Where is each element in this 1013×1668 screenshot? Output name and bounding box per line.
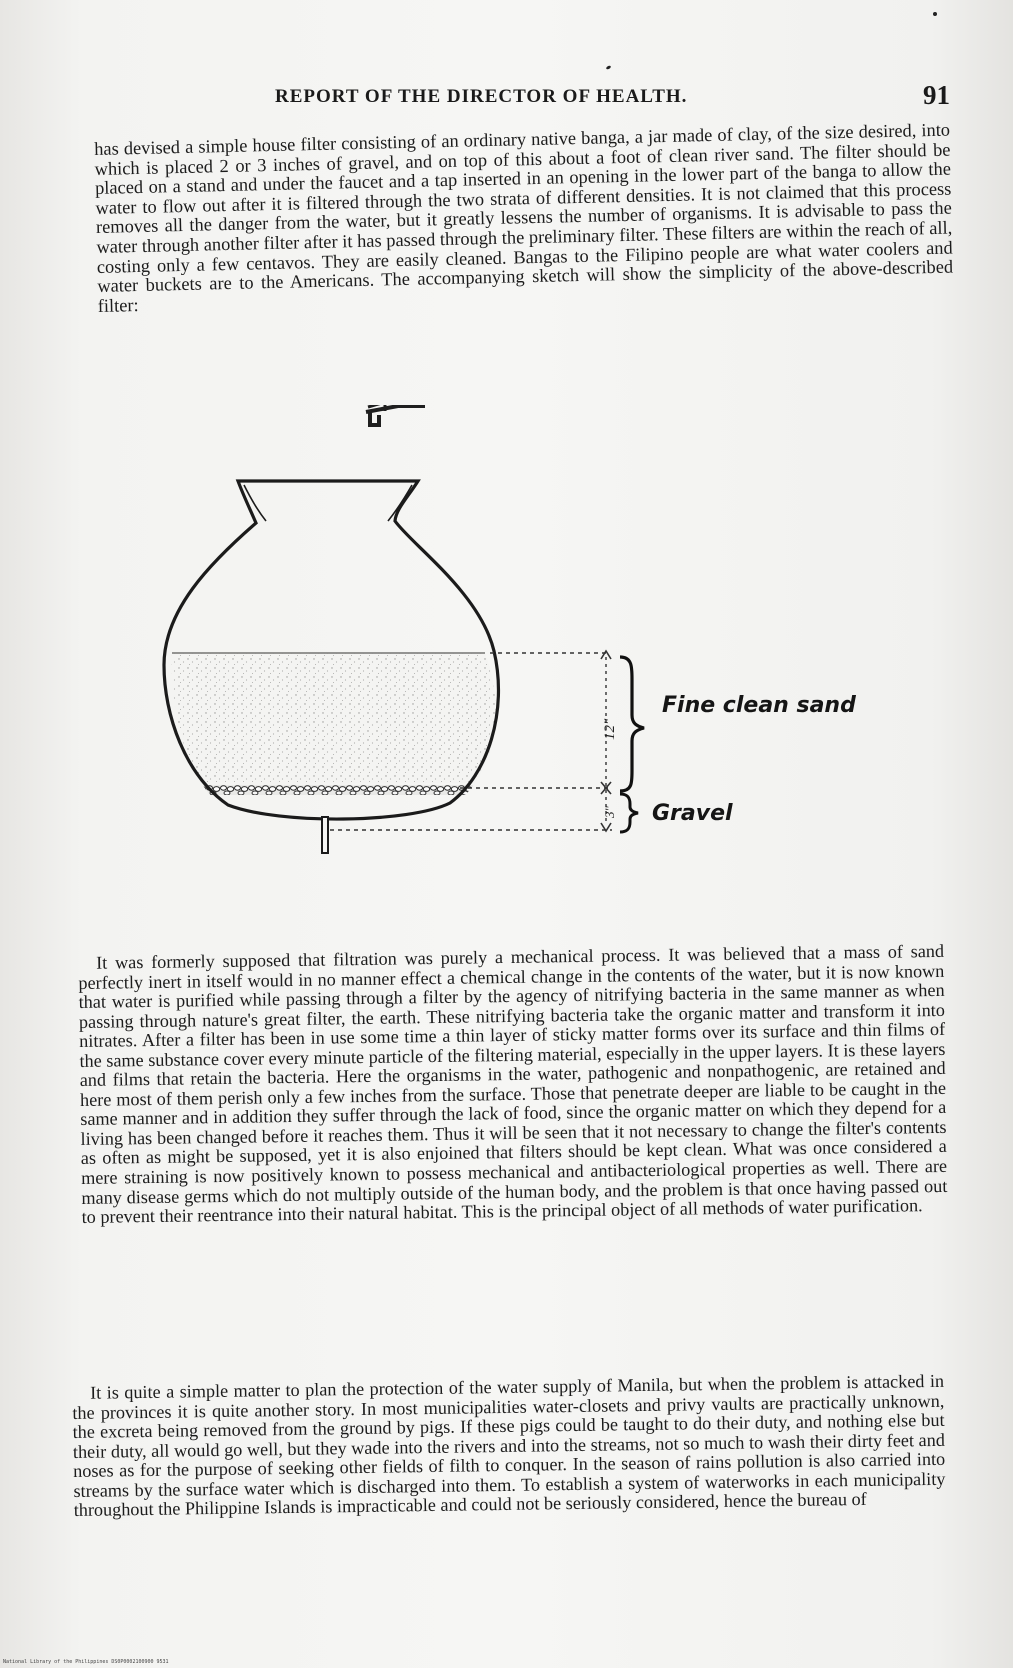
gravel-label: Gravel [652, 801, 733, 826]
paragraph-intro: has devised a simple house filter consisting of an ordinary native banga, a jar made of clay, of the size desired, into which is placed 2 or 3 inches of gravel, and on top of this about a foot of clean river sand. The filter should be placed on a stand and under the faucet and a tap inserted in an opening in the lower part of the banga to allow the water to flow out after it is filtered through the two strata of different densities. It is not claimed that this process removes all the danger from the water, but it greatly lessens the number of organisms. It is advisable to pass the water through another filter after it has passed through the preliminary filter. These filters are within the reach of all, costing only a few centavos. They are easily cleaned. Bangas to the Filipino people are what water coolers and water buckets are to the Americans. The accompanying sketch will show the simplicity of the above-described filter: [93, 119, 954, 316]
page-number: 91 [923, 80, 950, 110]
sand-depth-label: 12" [602, 718, 618, 740]
sand-brace [620, 657, 644, 791]
filter-sketch [150, 405, 870, 930]
page-speck [606, 65, 612, 70]
scan-footer: National Library of the Philippines DS0P0002100900 9531 [3, 1659, 169, 1665]
gravel-depth-label: 3" [602, 806, 617, 818]
sand-label: Fine clean sand [662, 693, 856, 718]
running-head: REPORT OF THE DIRECTOR OF HEALTH. [275, 86, 688, 107]
gravel-brace [620, 794, 638, 832]
page-header [0, 80, 1013, 120]
outlet-tap [322, 817, 328, 853]
faucet-icon [366, 405, 425, 425]
page-speck [933, 12, 937, 16]
sand-layer [150, 653, 550, 783]
paragraph-provinces: It is quite a simple matter to plan the protection of the water supply of Manila, but when the problem is attacked in the provinces it is quite another story. In most municipalities water-closets and privy vaults are practically unknown, the excreta being removed from the ground by pigs. If these pigs could be taught to do their duty, and nothing else but their duty, all would go well, but they wade into the rivers and into the streams, not so much to wash their dirty feet and noses as for the purpose of seeking other fields of filth to conquer. In the season of rains pollution is also carried into streams by the surface water which is discharged into them. To establish a system of waterworks in each municipality throughout the Philippine Islands is impracticable and could not be seriously considered, hence the bureau of [72, 1370, 946, 1521]
paragraph-filtration: It was formerly supposed that filtration was purely a mechanical process. It was believed that a mass of sand perfectly inert in itself would in no manner effect a chemical change in the contents of the water, but it is now known that water is purified while passing through a filter by the agency of nitrifying bacteria in the same manner as when passing through nature's great filter, the earth. These nitrifying bacteria take the organic matter and transform it into nitrates. After a filter has been in use some time a thin layer of sticky matter forms over its surface and thin films of the same substance cover every minute particle of the filtering material, especially in the upper layers. It is these layers and films that retain the bacteria. Here the organisms in the water, pathogenic and nonpathogenic, are retained and here most of them perish only a few inches from the surface. Those that penetrate deeper are liable to be caught in the same manner and in addition they suffer through the lack of food, since the organic matter on which they depend for a living has been changed before it reaches them. Thus it will be seen that it not necessary to change the filter's contents as often as might be supposed, yet it is also enjoined that filters should be kept clean. What was once considered a mere straining is now positively known to possess mechanical and antibacteriological properties as well. There are many disease germs which do not multiply outside of the human body, and the problem is that once having passed out to prevent their reentrance into their natural habitat. This is the principal object of all methods of water purification. [78, 940, 948, 1228]
jar-neck-inner-right [388, 485, 412, 521]
